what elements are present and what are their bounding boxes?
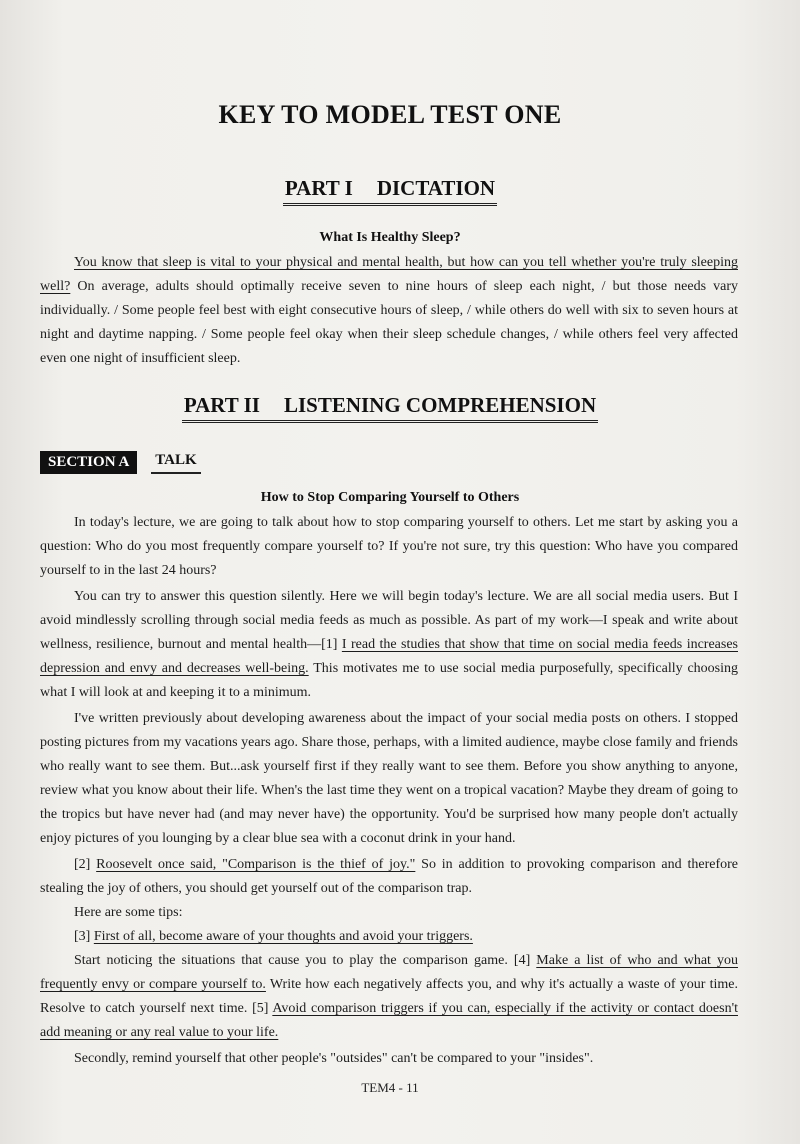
part-two-name: LISTENING COMPREHENSION	[283, 393, 597, 417]
part-one-name: DICTATION	[376, 176, 496, 200]
answer-3: First of all, become aware of your thoughts and avoid your triggers.	[93, 929, 473, 944]
dictation-heading: What Is Healthy Sleep?	[319, 230, 461, 245]
answer-4: Make a list of who and what you frequently envy or compare yourself to.	[40, 953, 738, 992]
answer-2: Roosevelt once said, "Comparison is the thief of joy."	[96, 857, 416, 872]
page-title: KEY TO MODEL TEST ONE	[218, 100, 562, 129]
talk-text	[40, 511, 738, 1071]
dictation-text	[40, 251, 738, 371]
section-a-header	[40, 450, 201, 474]
answer-1: I read the studies that show that time on social media feeds increases depression and envy and decreases well-being.	[40, 637, 738, 676]
talk-heading: How to Stop Comparing Yourself to Others	[260, 490, 520, 505]
talk-paragraph-4: [2] Roosevelt once said, "Comparison is the thief of joy." So in addition to provoking comparison and therefore stealing the joy of others, you should get yourself out of the comparison trap.	[40, 857, 738, 896]
talk-paragraph-2: You can try to answer this question silently. Here we will begin today's lecture. We are all social media users. But I avoid mindlessly scrolling through social media feeds as much as possible. As part of my work—I speak and write about wellness, resilience, burnout and mental health—[1] I read the studies that show that time on social media feeds increases depression and envy and decreases well-being. This motivates me to use social media purposefully, specifically choosing what I will look at and keeping it to a minimum.	[40, 589, 738, 700]
talk-paragraph-5: Here are some tips:	[74, 905, 183, 920]
page-footer: TEM4 - 11	[361, 1080, 419, 1095]
answer-5: Avoid comparison triggers if you can, especially if the activity or contact doesn't add meaning or any real value to your life.	[40, 1001, 738, 1040]
part-one-heading	[0, 176, 780, 206]
part-two-heading	[0, 393, 780, 423]
part-two-number: PART II	[183, 393, 260, 417]
dictation-underlined: You know that sleep is vital to your physical and mental health, but how can you tell whether you're truly sleeping well?	[40, 255, 738, 294]
section-label: TALK	[151, 450, 200, 474]
talk-paragraph-7: Start noticing the situations that cause you to play the comparison game. [4] Make a list of who and what you frequently envy or compare yourself to. Write how each negatively affects you, and why it's actually a waste of your time. Resolve to catch yourself next time. [5] Avoid comparison triggers if you can, especially if the activity or contact doesn't add meaning or any real value to your life.	[40, 953, 738, 1040]
talk-paragraph-6: [3] First of all, become aware of your thoughts and avoid your triggers.	[74, 929, 473, 944]
dictation-rest: On average, adults should optimally receive seven to nine hours of sleep each night, / but those needs vary individually. / Some people feel best with eight consecutive hours of sleep, / while others do well with six to seven hours at night and daytime napping. / Some people feel okay when their sleep schedule changes, / while others feel very affected even one night of insufficient sleep.	[40, 279, 738, 366]
talk-paragraph-1: In today's lecture, we are going to talk about how to stop comparing yourself to others. Let me start by asking you a question: Who do you most frequently compare yourself to? If you're not sure, try this question: Who have you compared yourself to in the last 24 hours?	[40, 515, 738, 578]
talk-paragraph-8: Secondly, remind yourself that other people's "outsides" can't be compared to your "insides".	[74, 1051, 594, 1066]
talk-paragraph-3: I've written previously about developing awareness about the impact of your social media posts on others. I stopped posting pictures from my vacations years ago. Share those, perhaps, with a limited audience, maybe close family and friends who really want to see them. But...ask yourself first if they really want to see them. Before you show anything to anyone, review what you know about their life. When's the last time they went on a tropical vacation? Maybe they dream of going to the tropics but have never had (and may never have) the opportunity. You'd be surprised how many people don't actually enjoy pictures of you lounging by a clear blue sea with a coconut drink in your hand.	[40, 711, 738, 846]
part-one-number: PART I	[284, 176, 353, 200]
section-badge: SECTION A	[40, 451, 137, 474]
